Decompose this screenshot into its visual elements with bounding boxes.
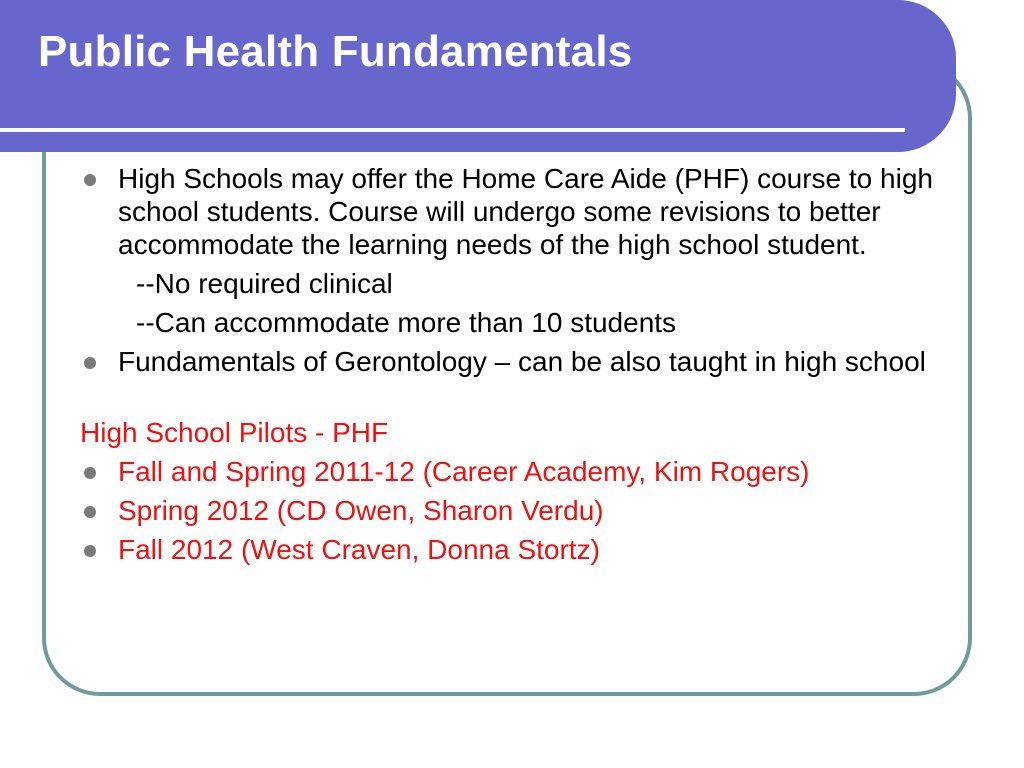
title-bar: [0, 0, 956, 152]
pilots-heading: High School Pilots - PHF: [80, 417, 389, 448]
bullet-item-home-care-aide: [80, 162, 940, 261]
sub-item-clinical: [80, 267, 940, 300]
pilot-item-west-craven: [80, 533, 940, 566]
bullet-icon: [84, 506, 96, 518]
bullet-item-gerontology: [80, 345, 940, 378]
title-underline: [0, 128, 905, 132]
bullet-text: Fundamentals of Gerontology – can be also taught in high school: [118, 346, 926, 377]
bullet-icon: [84, 467, 96, 479]
pilot-text: Fall 2012 (West Craven, Donna Stortz): [118, 534, 600, 565]
sub-item-students: [80, 306, 940, 339]
slide-title: Public Health Fundamentals: [38, 27, 633, 76]
pilot-item-cd-owen: [80, 494, 940, 527]
pilot-text: Spring 2012 (CD Owen, Sharon Verdu): [118, 495, 604, 526]
pilot-item-career-academy: [80, 455, 940, 488]
bullet-icon: [84, 545, 96, 557]
bullet-icon: [84, 357, 96, 369]
bullet-text: High Schools may offer the Home Care Aide (PHF) course to high school students. Course will undergo some revisions to better accommodate the learning needs of the high school student.: [118, 163, 933, 260]
sub-item-text: --Can accommodate more than 10 students: [136, 307, 677, 338]
pilot-text: Fall and Spring 2011-12 (Career Academy, Kim Rogers): [118, 456, 810, 487]
bullet-icon: [84, 174, 96, 186]
slide-body: [80, 162, 940, 566]
sub-item-text: --No required clinical: [136, 268, 393, 299]
